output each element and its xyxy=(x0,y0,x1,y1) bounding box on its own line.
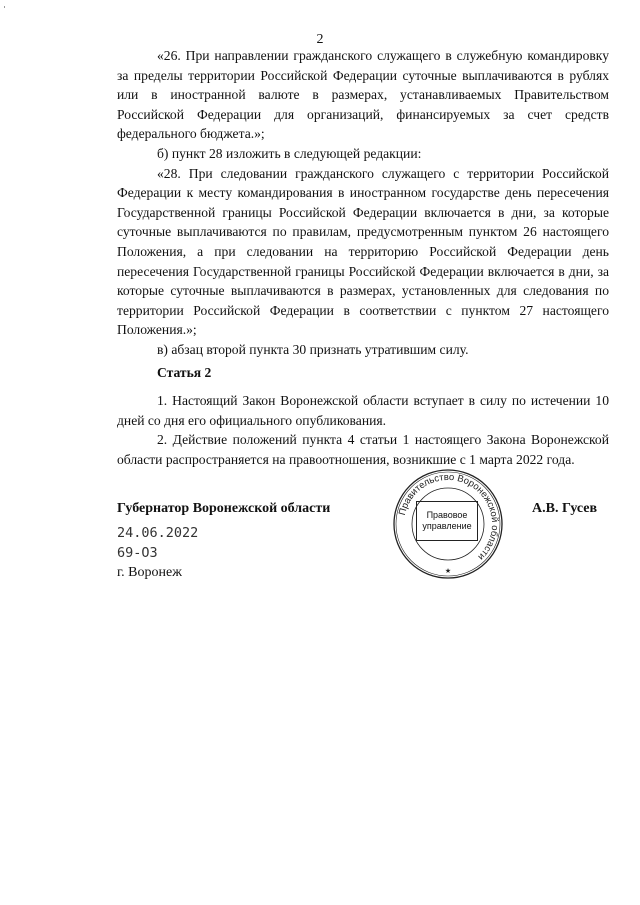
official-seal xyxy=(392,468,504,580)
article-paragraph-1: 1. Настоящий Закон Воронежской области вступает в силу по истечении 10 дней со дня его официального опубликования. xyxy=(117,393,609,428)
document-body xyxy=(117,46,609,469)
scan-artifact xyxy=(4,6,5,8)
article-heading: Статья 2 xyxy=(157,364,212,380)
signatory-name: А.В. Гусев xyxy=(532,501,598,516)
law-number: 69-ОЗ xyxy=(117,545,158,561)
article-paragraph-2: 2. Действие положений пункта 4 статьи 1 настоящего Закона Воронежской области распространяется на правоотношения, возникшие с 1 марта 2022 года. xyxy=(117,432,609,467)
seal-inner-line-1: Правовое xyxy=(426,510,468,520)
signatory-title: Губернатор Воронежской области xyxy=(117,501,331,516)
paragraph-item-26: «26. При направлении гражданского служащего в служебную командировку за пределы территории Российской Федерации суточные выплачиваются в рублях или в иностранной валюте в размерах, устанавливаемых Правительством Российской Федерации для организаций, финансируемых за счет средств федерального бюджета.»; xyxy=(117,48,609,142)
signing-city: г. Воронеж xyxy=(117,565,182,580)
signature-block xyxy=(117,501,330,581)
seal-inner-box xyxy=(416,501,478,541)
seal-inner-line-2: управление xyxy=(422,521,472,531)
paragraph-subitem-b: б) пункт 28 изложить в следующей редакции: xyxy=(157,145,422,161)
paragraph-subitem-v: в) абзац второй пункта 30 признать утратившим силу. xyxy=(157,341,469,357)
seal-ring-text: Правительство Воронежской области xyxy=(396,471,501,563)
svg-text:★: ★ xyxy=(444,567,452,575)
page-number: 2 xyxy=(316,32,324,47)
law-date: 24.06.2022 xyxy=(117,525,199,541)
paragraph-item-28: «28. При следовании гражданского служащего с территории Российской Федерации к месту командирования в иностранном государстве день пересечения Государственной границы Российской Федерации включается в дни, за которые суточные выплачиваются по правилам, предусмотренным пунктом 26 настоящего Положения, а при следовании на территорию Российской Федерации день пересечения Государственной границы Российской Федерации включается в дни, за которые суточные выплачиваются в размерах, установленных для следования по территории Российской Федерации в соответствии с пунктом 27 настоящего Положения.»; xyxy=(117,165,609,338)
